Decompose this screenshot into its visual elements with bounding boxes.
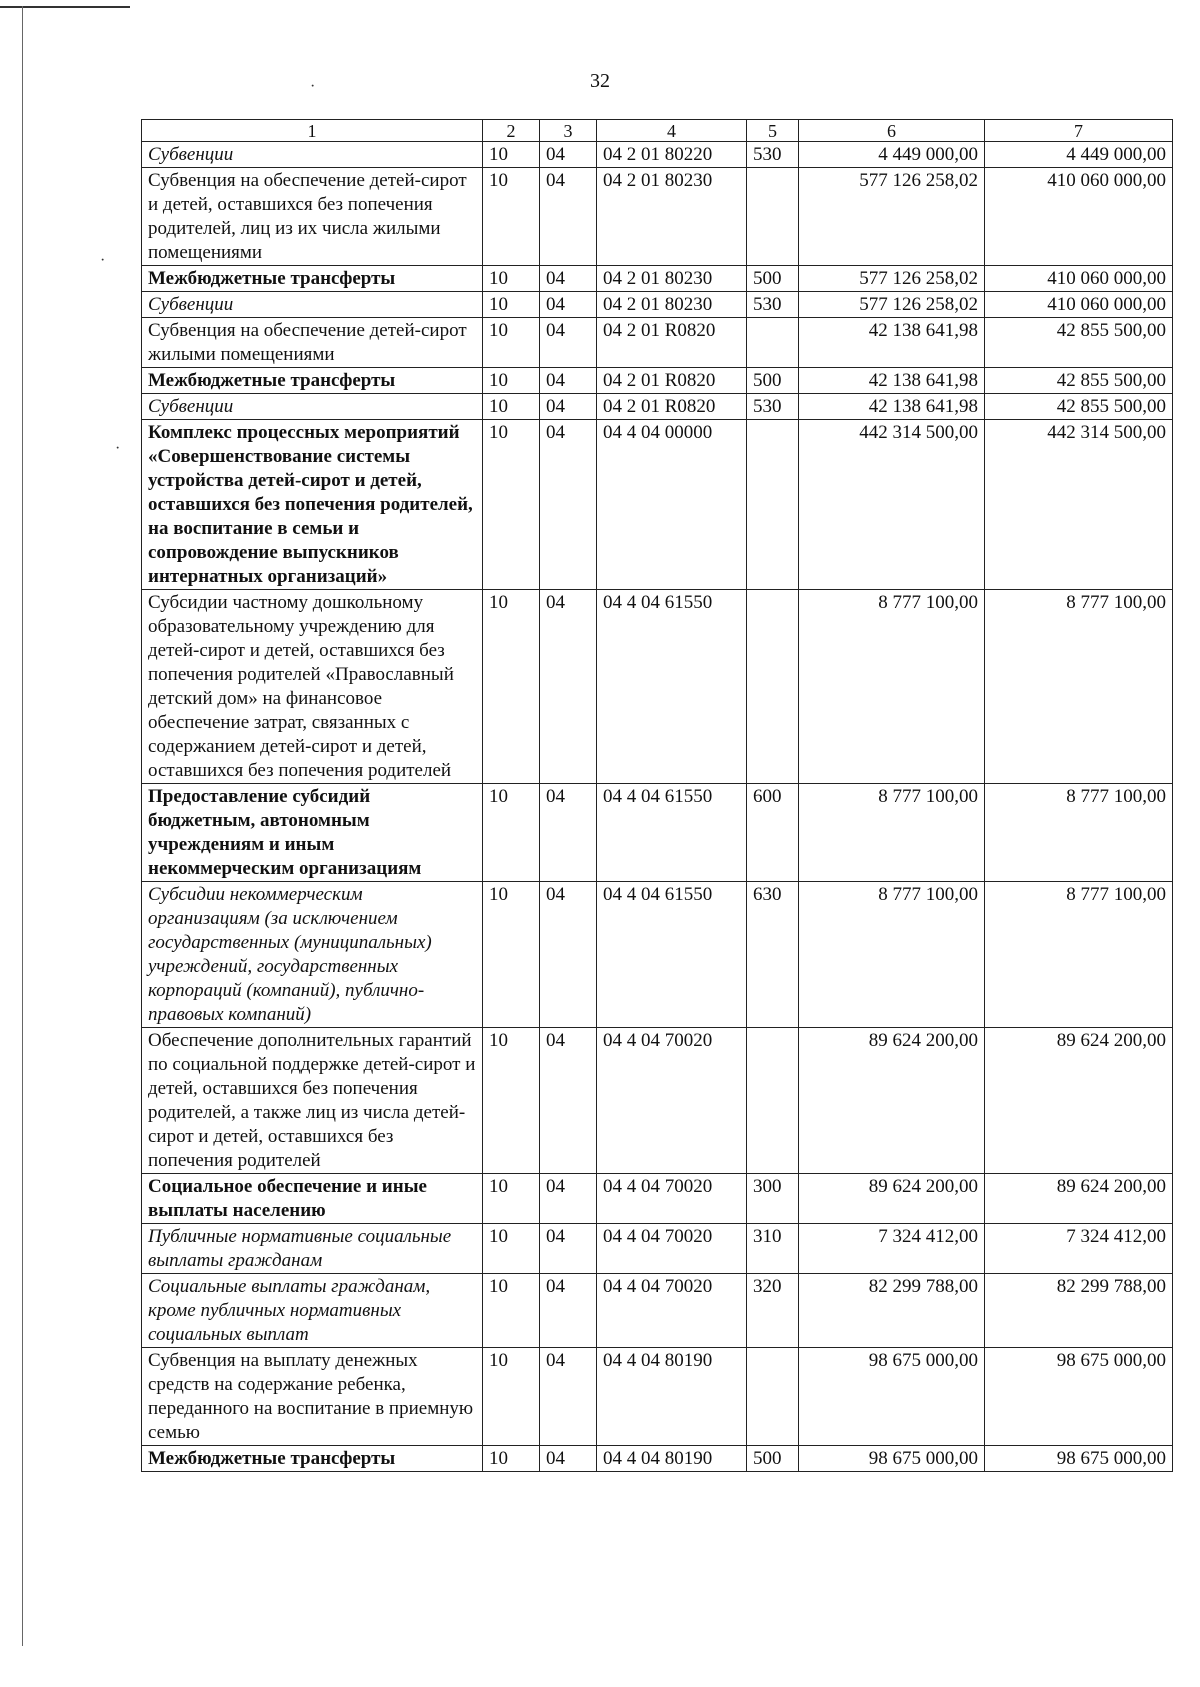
amount-col7-cell: 89 624 200,00: [985, 1028, 1173, 1174]
amount-col7-cell: 42 855 500,00: [985, 394, 1173, 420]
amount-col7-cell: 8 777 100,00: [985, 590, 1173, 784]
amount-col7-cell: 8 777 100,00: [985, 784, 1173, 882]
row-name-cell: Межбюджетные трансферты: [142, 368, 483, 394]
expense-type-cell: [747, 420, 799, 590]
table-row: [142, 1028, 1173, 1174]
header-cell: 4: [597, 120, 747, 142]
row-name-cell: Межбюджетные трансферты: [142, 266, 483, 292]
row-name-cell: Субсидии частному дошкольному образовательному учреждению для детей-сирот и детей, оставшихся без попечения родителей «Православный детский дом» на финансовое обеспечение затрат, связанных с содержанием детей-сирот и детей, оставшихся без попечения родителей: [142, 590, 483, 784]
amount-col7-cell: 98 675 000,00: [985, 1348, 1173, 1446]
subsection-code-cell: 04: [540, 420, 597, 590]
section-code-cell: 10: [483, 368, 540, 394]
table-row: [142, 590, 1173, 784]
header-row: [142, 120, 1173, 142]
subsection-code-cell: 04: [540, 368, 597, 394]
amount-col6-cell: 8 777 100,00: [799, 590, 985, 784]
row-name-cell: Субвенции: [142, 292, 483, 318]
expense-type-cell: [747, 168, 799, 266]
table-row: [142, 266, 1173, 292]
row-name-cell: Предоставление субсидий бюджетным, автономным учреждениям и иным некоммерческим организациям: [142, 784, 483, 882]
subsection-code-cell: 04: [540, 394, 597, 420]
amount-col7-cell: 42 855 500,00: [985, 318, 1173, 368]
row-name-cell: Комплекс процессных мероприятий «Совершенствование системы устройства детей-сирот и детей, оставшихся без попечения родителей, на воспитание в семьи и сопровождение выпускников интернатных организаций»: [142, 420, 483, 590]
expense-type-cell: [747, 590, 799, 784]
header-cell: 1: [142, 120, 483, 142]
amount-col6-cell: 42 138 641,98: [799, 318, 985, 368]
subsection-code-cell: 04: [540, 168, 597, 266]
scan-margin-line: [22, 6, 23, 1646]
subsection-code-cell: 04: [540, 318, 597, 368]
header-cell: 7: [985, 120, 1173, 142]
expense-type-cell: 500: [747, 266, 799, 292]
table-row: [142, 1274, 1173, 1348]
amount-col7-cell: 442 314 500,00: [985, 420, 1173, 590]
amount-col6-cell: 89 624 200,00: [799, 1028, 985, 1174]
target-article-cell: 04 2 01 80230: [597, 266, 747, 292]
amount-col7-cell: 98 675 000,00: [985, 1446, 1173, 1472]
amount-col6-cell: 98 675 000,00: [799, 1446, 985, 1472]
amount-col7-cell: 410 060 000,00: [985, 266, 1173, 292]
page-number: 32: [590, 70, 610, 92]
subsection-code-cell: 04: [540, 1446, 597, 1472]
table-row: [142, 368, 1173, 394]
target-article-cell: 04 2 01 R0820: [597, 394, 747, 420]
subsection-code-cell: 04: [540, 590, 597, 784]
header-cell: 6: [799, 120, 985, 142]
table-row: [142, 1446, 1173, 1472]
scan-dot: ·: [115, 440, 121, 457]
expense-type-cell: 530: [747, 292, 799, 318]
row-name-cell: Обеспечение дополнительных гарантий по социальной поддержке детей-сирот и детей, оставшихся без попечения родителей, а также лиц из числа детей-сирот и детей, оставшихся без попечения родителей: [142, 1028, 483, 1174]
amount-col6-cell: 82 299 788,00: [799, 1274, 985, 1348]
amount-col6-cell: 89 624 200,00: [799, 1174, 985, 1224]
section-code-cell: 10: [483, 1028, 540, 1174]
header-cell: 5: [747, 120, 799, 142]
header-cell: 3: [540, 120, 597, 142]
row-name-cell: Субвенция на выплату денежных средств на содержание ребенка, переданного на воспитание в приемную семью: [142, 1348, 483, 1446]
amount-col7-cell: 410 060 000,00: [985, 292, 1173, 318]
amount-col6-cell: 8 777 100,00: [799, 784, 985, 882]
table-row: [142, 1174, 1173, 1224]
expense-type-cell: 530: [747, 142, 799, 168]
amount-col6-cell: 98 675 000,00: [799, 1348, 985, 1446]
amount-col6-cell: 42 138 641,98: [799, 368, 985, 394]
expense-type-cell: 500: [747, 1446, 799, 1472]
row-name-cell: Субвенции: [142, 142, 483, 168]
target-article-cell: 04 4 04 00000: [597, 420, 747, 590]
table-row: [142, 784, 1173, 882]
amount-col6-cell: 42 138 641,98: [799, 394, 985, 420]
amount-col6-cell: 7 324 412,00: [799, 1224, 985, 1274]
budget-table: [141, 119, 1173, 1472]
section-code-cell: 10: [483, 784, 540, 882]
amount-col6-cell: 577 126 258,02: [799, 292, 985, 318]
amount-col6-cell: 442 314 500,00: [799, 420, 985, 590]
subsection-code-cell: 04: [540, 292, 597, 318]
expense-type-cell: [747, 1348, 799, 1446]
target-article-cell: 04 2 01 80220: [597, 142, 747, 168]
target-article-cell: 04 4 04 80190: [597, 1348, 747, 1446]
target-article-cell: 04 4 04 80190: [597, 1446, 747, 1472]
amount-col6-cell: 577 126 258,02: [799, 266, 985, 292]
expense-type-cell: 300: [747, 1174, 799, 1224]
table-row: [142, 420, 1173, 590]
expense-type-cell: [747, 318, 799, 368]
section-code-cell: 10: [483, 420, 540, 590]
subsection-code-cell: 04: [540, 1174, 597, 1224]
table-row: [142, 318, 1173, 368]
table-row: [142, 168, 1173, 266]
subsection-code-cell: 04: [540, 784, 597, 882]
expense-type-cell: 320: [747, 1274, 799, 1348]
target-article-cell: 04 4 04 70020: [597, 1174, 747, 1224]
expense-type-cell: 630: [747, 882, 799, 1028]
subsection-code-cell: 04: [540, 1224, 597, 1274]
table-row: [142, 1224, 1173, 1274]
amount-col7-cell: 410 060 000,00: [985, 168, 1173, 266]
subsection-code-cell: 04: [540, 142, 597, 168]
table-row: [142, 292, 1173, 318]
amount-col7-cell: 8 777 100,00: [985, 882, 1173, 1028]
target-article-cell: 04 4 04 61550: [597, 882, 747, 1028]
expense-type-cell: [747, 1028, 799, 1174]
target-article-cell: 04 4 04 70020: [597, 1224, 747, 1274]
target-article-cell: 04 4 04 61550: [597, 590, 747, 784]
table-row: [142, 142, 1173, 168]
amount-col6-cell: 8 777 100,00: [799, 882, 985, 1028]
subsection-code-cell: 04: [540, 882, 597, 1028]
target-article-cell: 04 2 01 80230: [597, 292, 747, 318]
target-article-cell: 04 4 04 70020: [597, 1028, 747, 1174]
target-article-cell: 04 4 04 70020: [597, 1274, 747, 1348]
amount-col6-cell: 577 126 258,02: [799, 168, 985, 266]
scan-dot: ·: [310, 78, 316, 95]
section-code-cell: 10: [483, 1224, 540, 1274]
subsection-code-cell: 04: [540, 1274, 597, 1348]
table-row: [142, 394, 1173, 420]
section-code-cell: 10: [483, 1446, 540, 1472]
subsection-code-cell: 04: [540, 1348, 597, 1446]
expense-type-cell: 600: [747, 784, 799, 882]
expense-type-cell: 500: [747, 368, 799, 394]
scan-edge-line: [0, 6, 130, 8]
section-code-cell: 10: [483, 1274, 540, 1348]
section-code-cell: 10: [483, 318, 540, 368]
amount-col7-cell: 4 449 000,00: [985, 142, 1173, 168]
target-article-cell: 04 2 01 R0820: [597, 318, 747, 368]
row-name-cell: Субвенция на обеспечение детей-сирот и детей, оставшихся без попечения родителей, лиц из их числа жилыми помещениями: [142, 168, 483, 266]
subsection-code-cell: 04: [540, 1028, 597, 1174]
expense-type-cell: 530: [747, 394, 799, 420]
amount-col7-cell: 7 324 412,00: [985, 1224, 1173, 1274]
section-code-cell: 10: [483, 1174, 540, 1224]
row-name-cell: Социальное обеспечение и иные выплаты населению: [142, 1174, 483, 1224]
section-code-cell: 10: [483, 142, 540, 168]
expense-type-cell: 310: [747, 1224, 799, 1274]
section-code-cell: 10: [483, 882, 540, 1028]
section-code-cell: 10: [483, 266, 540, 292]
target-article-cell: 04 2 01 80230: [597, 168, 747, 266]
subsection-code-cell: 04: [540, 266, 597, 292]
row-name-cell: Публичные нормативные социальные выплаты гражданам: [142, 1224, 483, 1274]
row-name-cell: Социальные выплаты гражданам, кроме публичных нормативных социальных выплат: [142, 1274, 483, 1348]
table-row: [142, 882, 1173, 1028]
amount-col7-cell: 89 624 200,00: [985, 1174, 1173, 1224]
scan-dot: ·: [100, 252, 106, 269]
target-article-cell: 04 2 01 R0820: [597, 368, 747, 394]
table-row: [142, 1348, 1173, 1446]
section-code-cell: 10: [483, 292, 540, 318]
header-cell: 2: [483, 120, 540, 142]
row-name-cell: Межбюджетные трансферты: [142, 1446, 483, 1472]
section-code-cell: 10: [483, 590, 540, 784]
row-name-cell: Субсидии некоммерческим организациям (за исключением государственных (муниципальных) учреждений, государственных корпораций (компаний), публично-правовых компаний): [142, 882, 483, 1028]
target-article-cell: 04 4 04 61550: [597, 784, 747, 882]
section-code-cell: 10: [483, 1348, 540, 1446]
row-name-cell: Субвенция на обеспечение детей-сирот жилыми помещениями: [142, 318, 483, 368]
amount-col6-cell: 4 449 000,00: [799, 142, 985, 168]
amount-col7-cell: 82 299 788,00: [985, 1274, 1173, 1348]
row-name-cell: Субвенции: [142, 394, 483, 420]
section-code-cell: 10: [483, 394, 540, 420]
section-code-cell: 10: [483, 168, 540, 266]
amount-col7-cell: 42 855 500,00: [985, 368, 1173, 394]
